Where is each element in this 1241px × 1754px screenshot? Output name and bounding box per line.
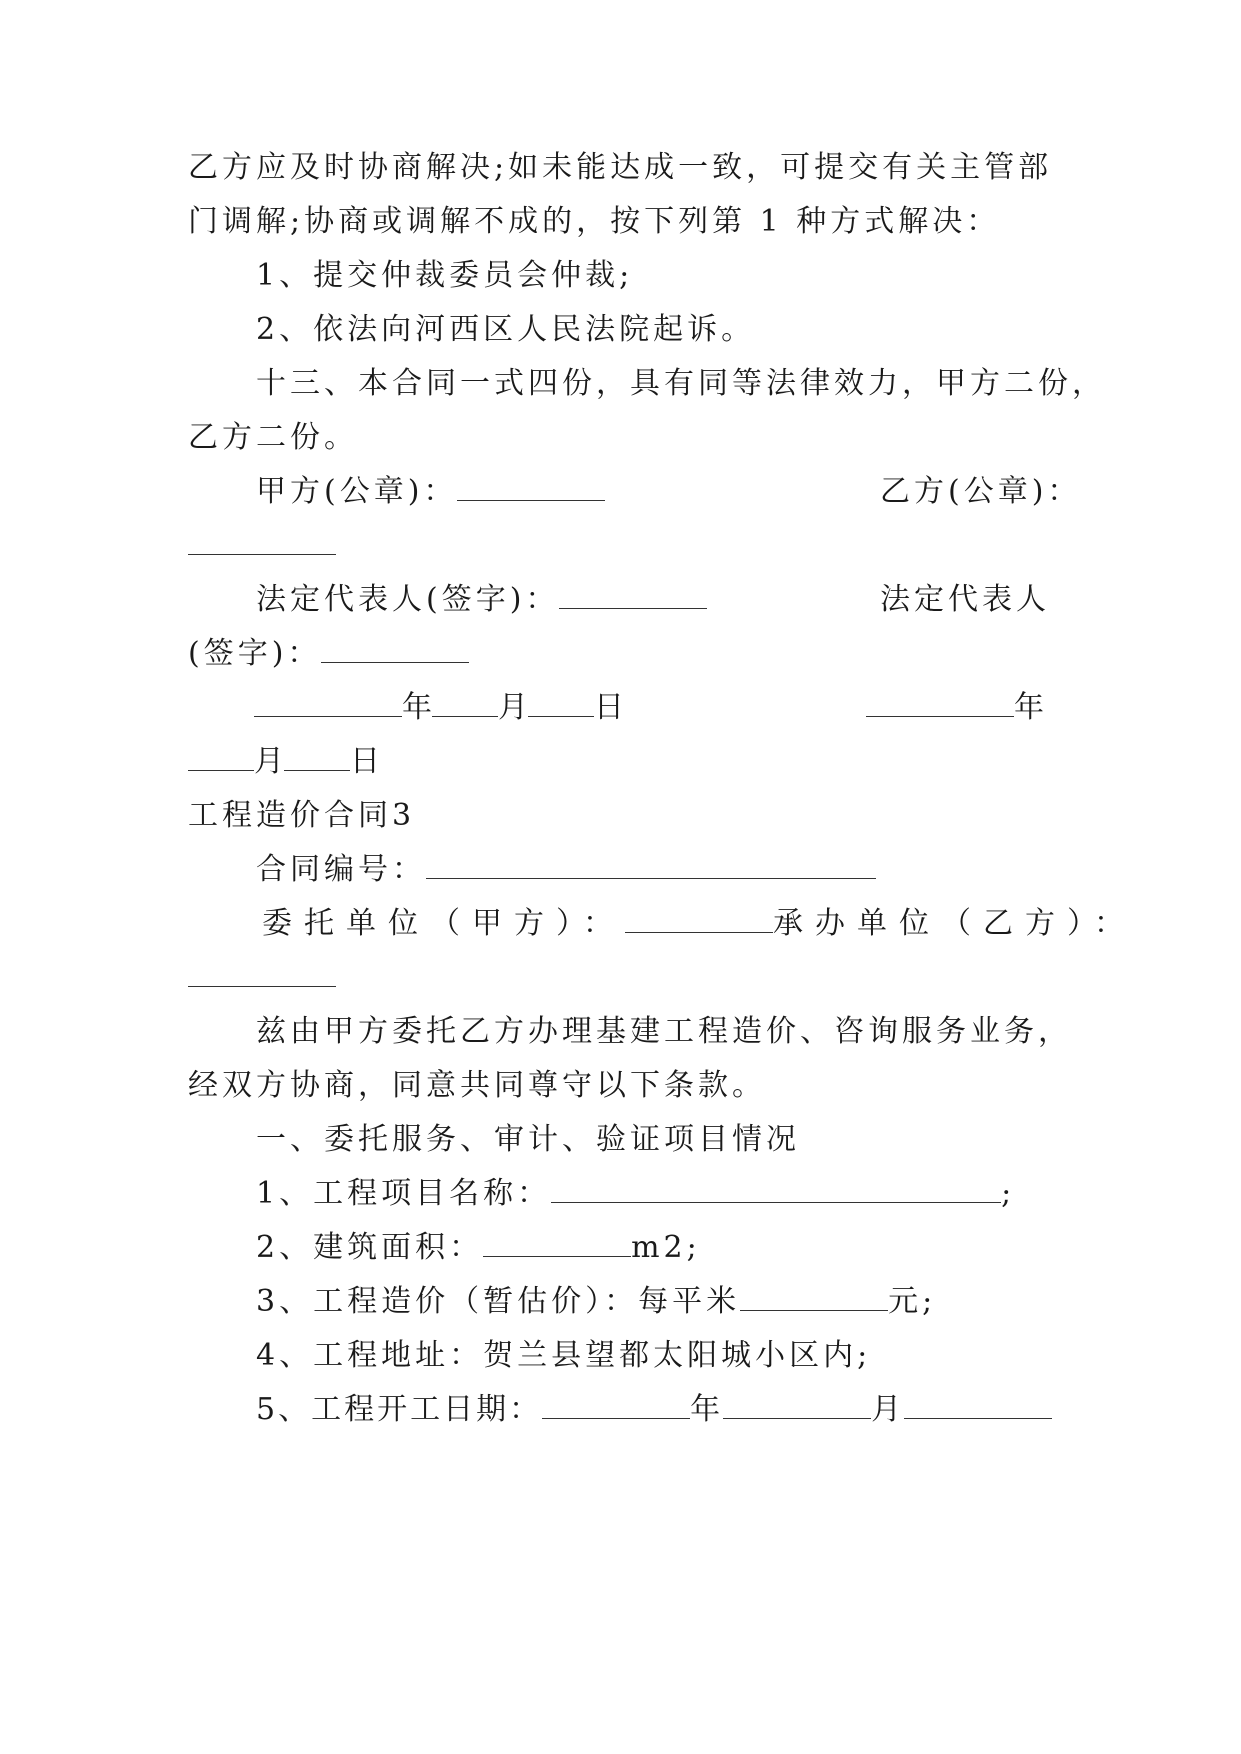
list-item-text: 1、提交仲裁委员会仲裁;	[256, 258, 634, 293]
unit-label: 元;	[888, 1284, 937, 1319]
building-area-blank	[483, 1226, 631, 1257]
cost-blank	[740, 1280, 888, 1311]
clause	[256, 362, 1106, 406]
parties-line	[262, 902, 1136, 946]
project-name-blank	[551, 1172, 1001, 1203]
paragraph	[188, 1064, 1058, 1108]
clause-heading	[256, 1118, 1058, 1162]
paragraph-text: 兹由甲方委托乙方办理基建工程造价、咨询服务业务，	[256, 1014, 1072, 1049]
project-name-label: 1、工程项目名称：	[256, 1176, 552, 1211]
clause-text: 十三、本合同一式四份，具有同等法律效力，甲方二份，	[256, 366, 1106, 401]
list-item	[256, 308, 1058, 352]
signature-blank	[188, 524, 336, 555]
client-blank	[625, 902, 773, 933]
month-blank	[723, 1388, 871, 1419]
signature-blank	[457, 470, 605, 501]
signature-line	[188, 956, 1058, 994]
address-text: 4、工程地址：贺兰县望都太阳城小区内;	[256, 1338, 872, 1373]
contractor-label: 承办单位（乙方）：	[773, 906, 1136, 941]
day-label: 日	[594, 690, 624, 725]
signature-line	[188, 524, 1058, 562]
punctuation: ;	[1001, 1176, 1016, 1211]
text-line-content: 门调解;协商或调解不成的，按下列第 1 种方式解决：	[188, 204, 1001, 239]
clause-heading-text: 一、委托服务、审计、验证项目情况	[256, 1122, 800, 1157]
legal-rep-b-label: (签字)：	[188, 636, 322, 671]
list-item-text: 2、依法向河西区人民法院起诉。	[256, 312, 756, 347]
text-line	[188, 416, 1058, 460]
signature-blank	[559, 578, 707, 609]
legal-rep-b	[880, 578, 1060, 622]
building-area-field	[256, 1226, 1058, 1270]
year-label: 年	[1014, 690, 1044, 725]
year-blank	[254, 686, 402, 717]
start-date-field	[256, 1388, 1058, 1432]
contract-number-blank	[426, 848, 876, 879]
date-a	[254, 686, 674, 730]
day-blank	[904, 1388, 1052, 1419]
address-field	[256, 1334, 1058, 1378]
text-line	[188, 200, 1058, 244]
day-blank	[284, 740, 350, 771]
year-blank	[866, 686, 1014, 717]
contract-number-field	[256, 848, 1058, 892]
party-a-seal-label: 甲方(公章)：	[256, 474, 458, 509]
legal-rep-a-label: 法定代表人(签字)：	[256, 582, 560, 617]
cost-field	[256, 1280, 1058, 1324]
list-item	[256, 254, 1058, 298]
year-label: 年	[402, 690, 432, 725]
project-name-field	[256, 1172, 1058, 1216]
unit-label: m2;	[631, 1230, 701, 1265]
text-line-content: 乙方二份。	[188, 420, 358, 455]
day-blank	[528, 686, 594, 717]
party-a-seal	[256, 470, 616, 514]
building-area-label: 2、建筑面积：	[256, 1230, 484, 1265]
date-b	[866, 686, 1066, 730]
month-label: 月	[254, 744, 284, 779]
legal-rep-a	[256, 578, 726, 622]
date-b-cont	[188, 740, 1058, 784]
party-b-seal	[880, 470, 1082, 514]
year-blank	[542, 1388, 690, 1419]
section-title-text: 工程造价合同3	[188, 798, 416, 833]
text-line	[188, 146, 1058, 190]
day-label: 日	[350, 744, 380, 779]
start-date-label: 5、工程开工日期：	[256, 1392, 543, 1427]
year-label: 年	[690, 1392, 724, 1427]
legal-rep-b-cont	[188, 632, 1058, 676]
paragraph-text: 经双方协商，同意共同尊守以下条款。	[188, 1068, 766, 1103]
month-blank	[188, 740, 254, 771]
month-label: 月	[871, 1392, 905, 1427]
section-title	[188, 794, 1058, 838]
contractor-blank	[188, 956, 336, 987]
month-label: 月	[498, 690, 528, 725]
legal-rep-b-label: 法定代表人	[880, 582, 1050, 617]
contract-number-label: 合同编号：	[256, 852, 426, 887]
party-b-seal-label: 乙方(公章)：	[880, 474, 1082, 509]
signature-blank	[321, 632, 469, 663]
client-label: 委托单位（甲方）：	[262, 906, 625, 941]
text-line-content: 乙方应及时协商解决;如未能达成一致，可提交有关主管部	[188, 150, 1053, 185]
paragraph	[256, 1010, 1072, 1054]
cost-label: 3、工程造价（暂估价）：每平米	[256, 1284, 741, 1319]
month-blank	[432, 686, 498, 717]
